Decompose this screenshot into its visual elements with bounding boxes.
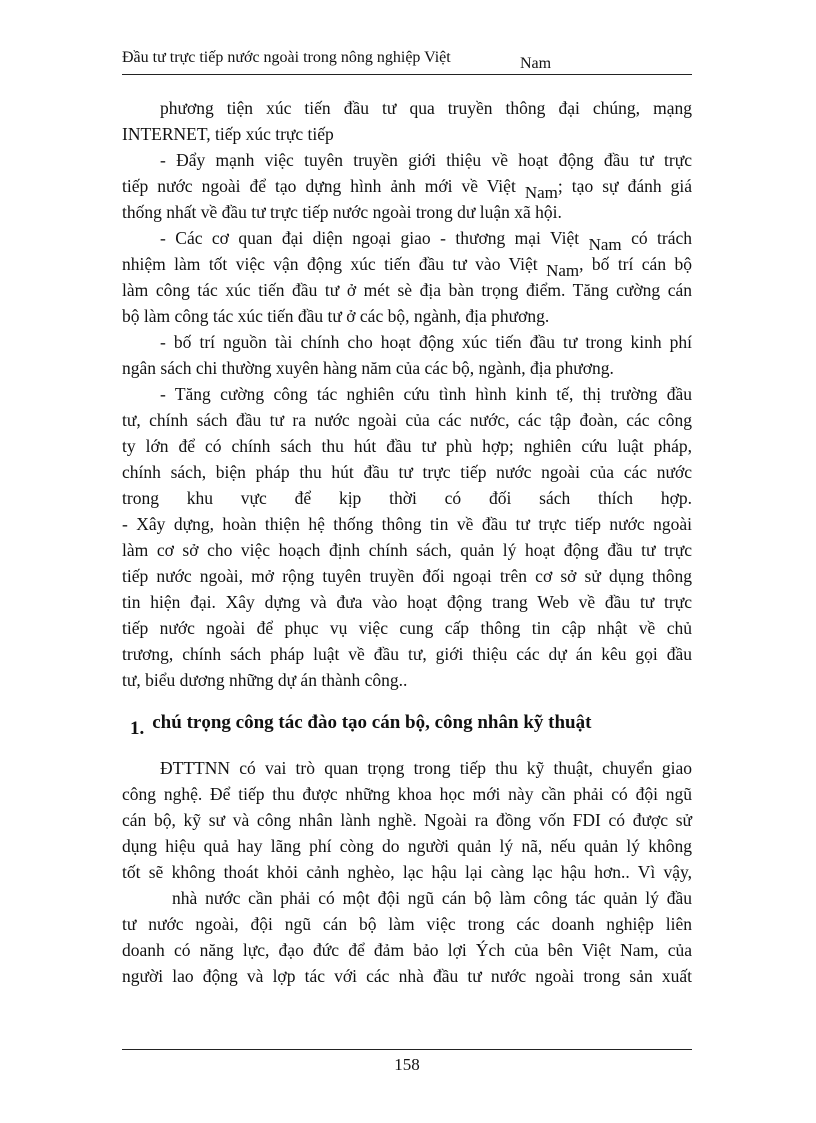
body-line: tốt sẽ không thoát khỏi cảnh nghèo, lạc hậu lại càng lạc hậu hơn.. Vì vậy,	[122, 862, 692, 882]
body-line: trương, chính sách pháp luật về đầu tư, giới thiệu các dự án kêu gọi đầu	[122, 644, 692, 664]
body-line: tư, biểu dương những dự án thành công..	[122, 670, 408, 690]
section-title: chú trọng công tác đào tạo cán bộ, công nhân kỹ thuật	[152, 712, 592, 733]
body-line: - Tăng cường công tác nghiên cứu tình hình kinh tế, thị trường đầu	[160, 384, 692, 404]
body-line	[122, 251, 692, 280]
body-text: nhiệm làm tốt việc vận động xúc tiến đầu tư vào Việt	[122, 254, 538, 274]
body-line: làm công tác xúc tiến đầu tư ở mét sè địa bàn trọng điểm. Tăng cường cán	[122, 280, 692, 300]
footer-rule	[122, 1049, 692, 1050]
body-line: người lao động và lợp tác với các nhà đầu tư nước ngoài trong sản xuất	[122, 966, 692, 986]
running-header-title: Đầu tư trực tiếp nước ngoài trong nông nghiệp Việt	[122, 49, 451, 66]
body-line: công nghệ. Để tiếp thu được những khoa học mới này cần phải có đội ngũ	[122, 784, 692, 804]
body-line: tiếp nước ngoài để phục vụ việc cung cấp thông tin cập nhật về chủ	[122, 618, 692, 638]
body-text-lowered: Nam	[524, 183, 558, 202]
body-line	[122, 173, 693, 202]
body-line: - Xây dựng, hoàn thiện hệ thống thông tin về đầu tư trực tiếp nước ngoài	[122, 514, 692, 534]
body-line: bộ làm công tác xúc tiến đầu tư ở các bộ, ngành, địa phương.	[122, 306, 550, 326]
body-text: tiếp nước ngoài để tạo dựng hình ảnh mới về Việt	[122, 176, 516, 196]
page-number: 158	[394, 1055, 420, 1074]
body-text: - Các cơ quan đại diện ngoại giao - thương mại Việt	[160, 228, 580, 248]
body-line: thống nhất về đầu tư trực tiếp nước ngoài trong dư luận xã hội.	[122, 202, 562, 222]
body-text-lowered: Nam	[588, 235, 622, 254]
body-line	[160, 225, 693, 254]
body-line: ty lớn để có chính sách thu hút đầu tư phù hợp; nghiên cứu luật pháp,	[122, 436, 692, 456]
body-line: phương tiện xúc tiến đầu tư qua truyền thông đại chúng, mạng	[160, 98, 692, 118]
body-line: - bố trí nguồn tài chính cho hoạt động xúc tiến đầu tư trong kinh phí	[160, 332, 692, 352]
body-line: doanh có năng lực, đạo đức để đảm bảo lợi Ých của bên Việt Nam, của	[122, 940, 692, 960]
body-line: tư nước ngoài, đội ngũ cán bộ làm việc trong các doanh nghiệp liên	[122, 914, 692, 934]
body-line: nhà nước cần phải có một đội ngũ cán bộ làm công tác quản lý đầu	[172, 888, 692, 908]
body-line: ngân sách chi thường xuyên hàng năm của các bộ, ngành, địa phương.	[122, 358, 614, 378]
body-line: làm cơ sở cho việc hoạch định chính sách, quản lý hoạt động đầu tư trực	[122, 540, 692, 560]
body-text: ; tạo sự đánh giá	[557, 176, 693, 196]
body-text: có trách	[631, 228, 693, 248]
body-line: INTERNET, tiếp xúc trực tiếp	[122, 124, 334, 144]
body-line: ĐTTTNN có vai trò quan trọng trong tiếp thu kỹ thuật, chuyển giao	[160, 758, 692, 778]
body-line: dụng hiệu quả hay lãng phí còng do người quản lý nã, nếu quản lý không	[122, 836, 692, 856]
body-line: tư, chính sách đầu tư ra nước ngoài của các nước, các tập đoàn, các công	[122, 410, 692, 430]
body-line: cán bộ, kỹ sư và công nhân lành nghề. Ngoài ra đồng vốn FDI có được sử	[122, 810, 692, 830]
body-line: tiếp nước ngoài, mở rộng tuyên truyền đối ngoại trên cơ sở sử dụng thông	[122, 566, 692, 586]
section-heading	[130, 708, 591, 738]
running-header	[122, 48, 692, 75]
body-line: tin hiện đại. Xây dựng và đưa vào hoạt động trang Web về đầu tư trực	[122, 592, 692, 612]
body-line: - Đẩy mạnh việc tuyên truyền giới thiệu về hoạt động đầu tư trực	[160, 150, 692, 170]
body-text-lowered: Nam	[546, 261, 580, 280]
section-number: 1.	[130, 718, 145, 739]
running-header-title-suffix: Nam	[520, 55, 552, 72]
body-line: chính sách, biện pháp thu hút đầu tư trực tiếp nước ngoài của các nước	[122, 462, 692, 482]
body-line: trong khu vực để kịp thời có đối sách thích hợp.	[122, 488, 692, 508]
body-text: , bố trí cán bộ	[579, 254, 692, 274]
